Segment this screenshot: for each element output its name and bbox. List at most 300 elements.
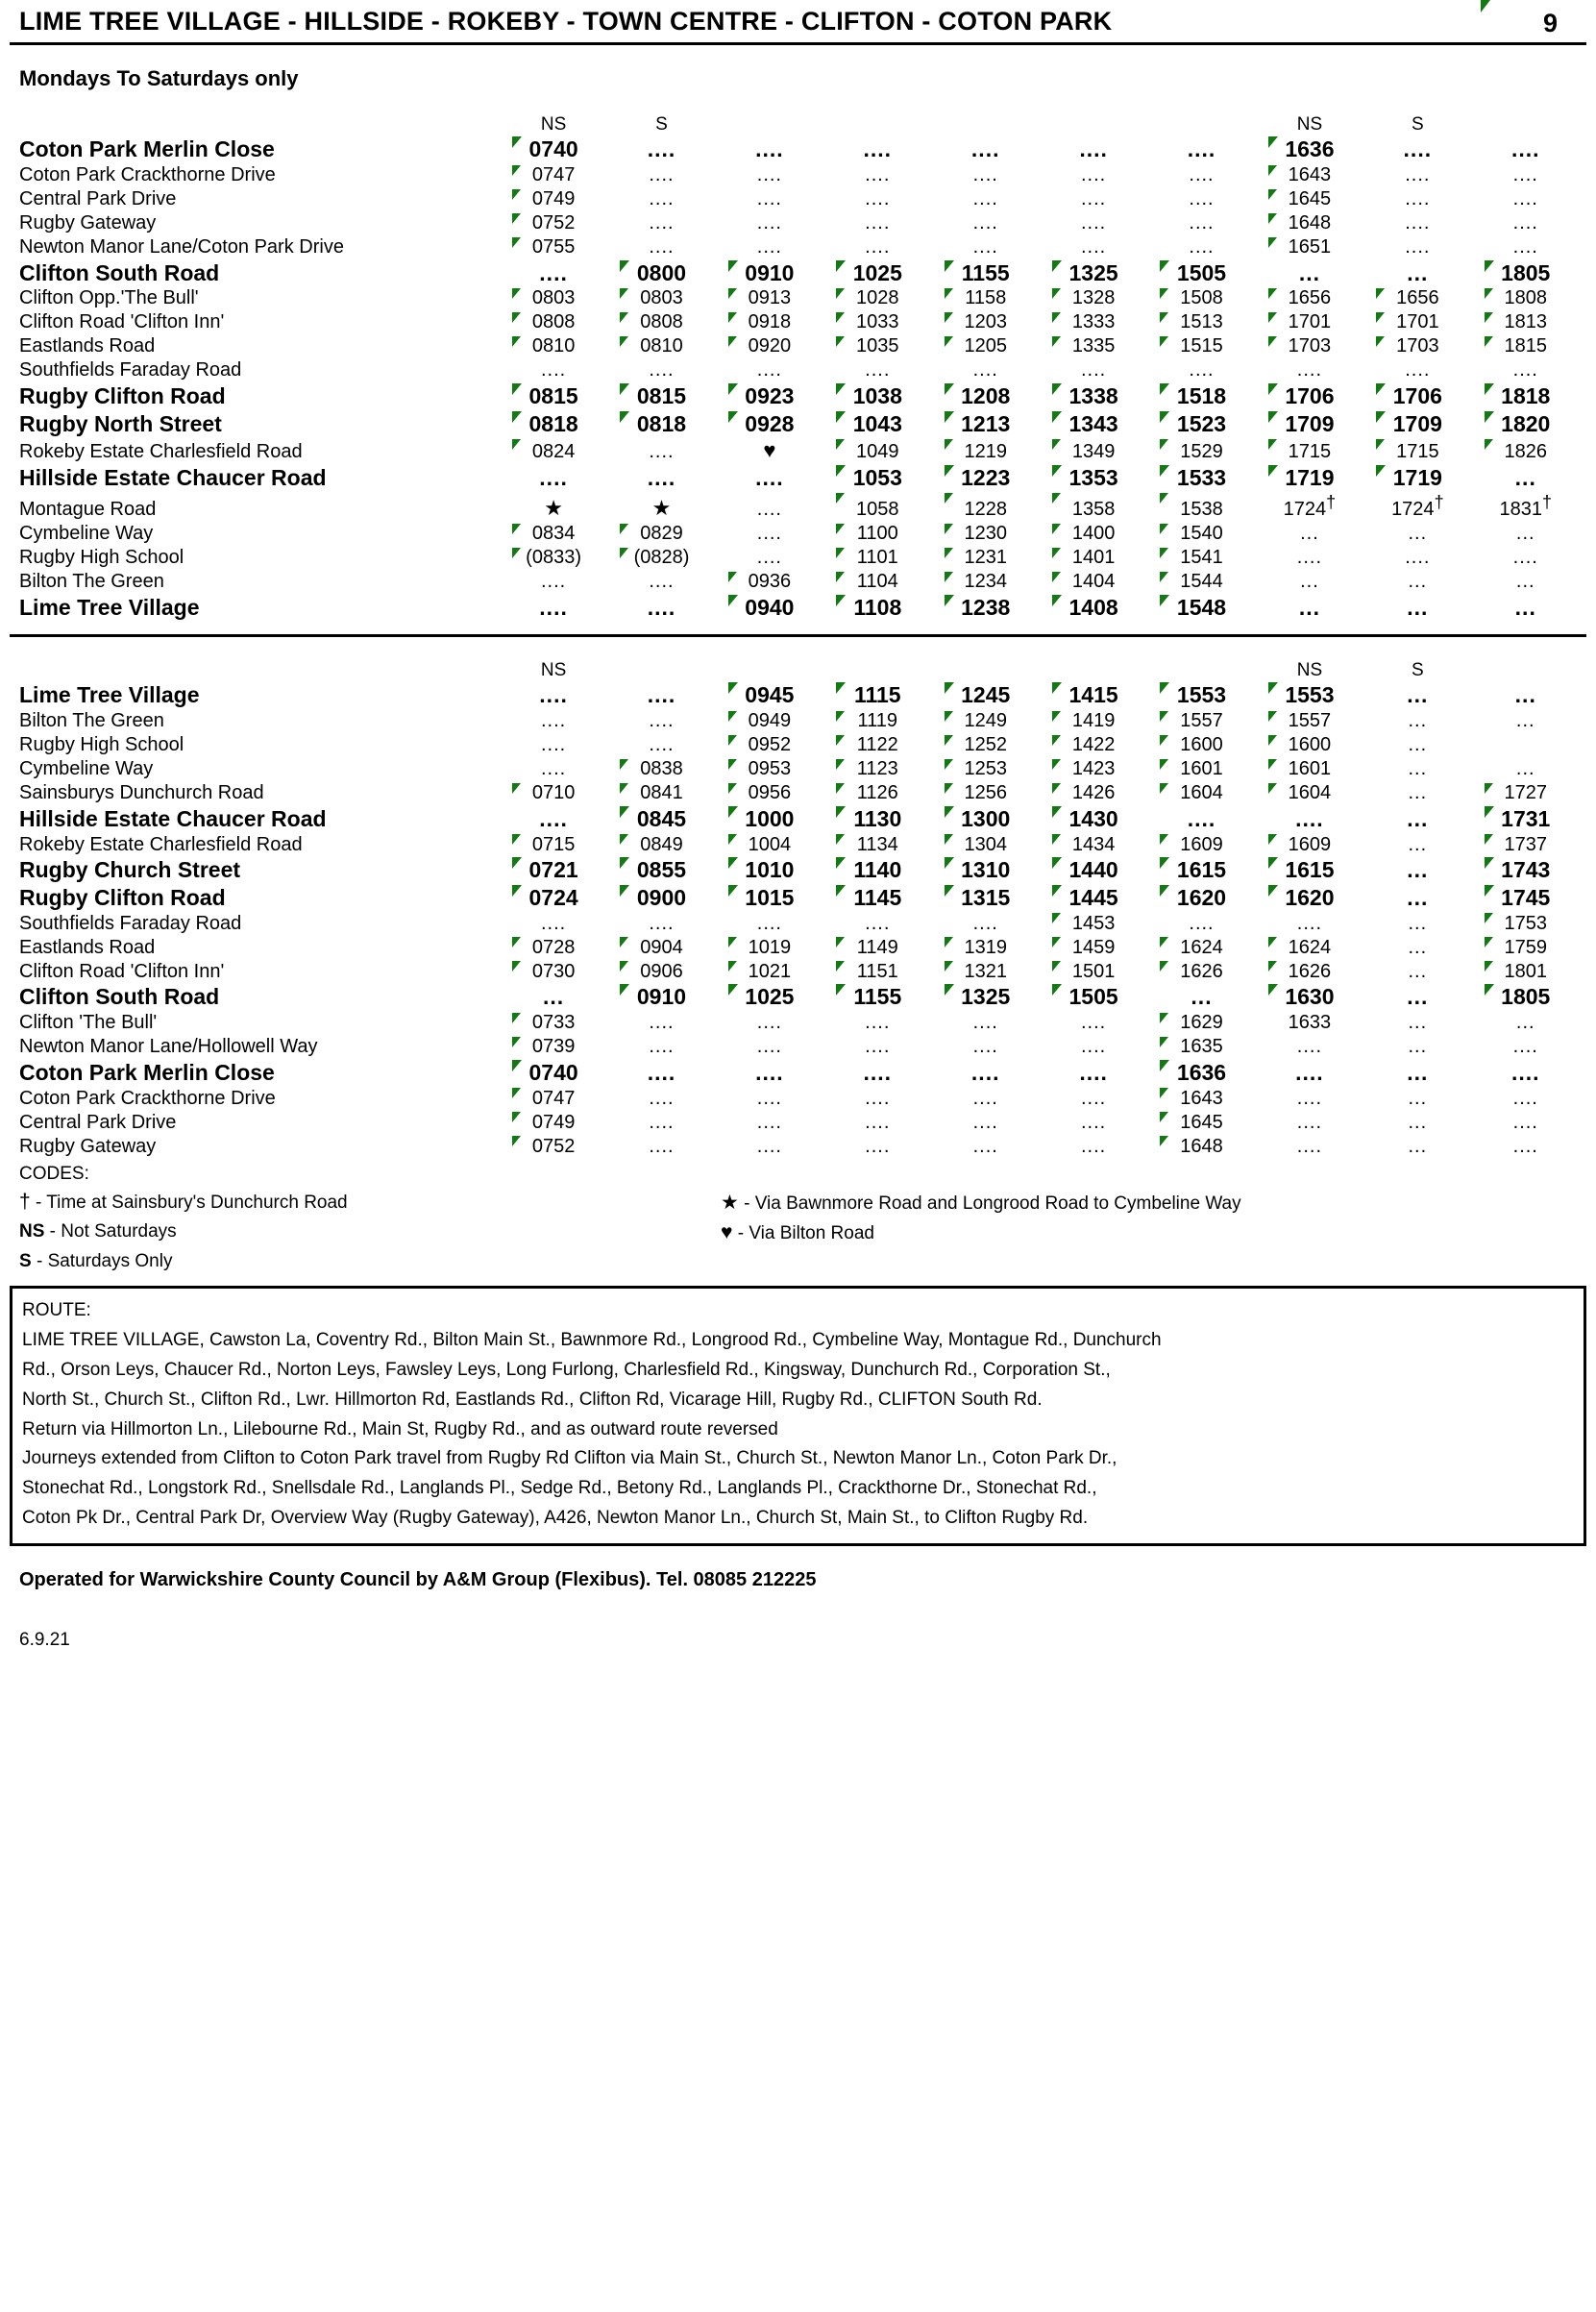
green-corner-flag-icon bbox=[728, 984, 738, 996]
time-value: 1208 bbox=[961, 383, 1011, 409]
time-cell bbox=[939, 437, 1046, 464]
time-cell bbox=[1263, 464, 1370, 492]
time-cell bbox=[506, 594, 614, 622]
green-corner-flag-icon bbox=[836, 572, 845, 582]
time-value: 1609 bbox=[1180, 833, 1223, 855]
time-value: 0824 bbox=[531, 441, 576, 463]
green-corner-flag-icon bbox=[945, 260, 954, 272]
green-corner-flag-icon bbox=[836, 548, 845, 558]
time-cell bbox=[1154, 235, 1262, 259]
time-value: 1126 bbox=[856, 782, 898, 804]
table-row bbox=[10, 437, 1586, 464]
time-cell bbox=[1154, 856, 1262, 884]
time-value: .... bbox=[1296, 1036, 1323, 1058]
time-value: ... bbox=[1515, 1012, 1535, 1034]
time-cell bbox=[830, 358, 938, 382]
time-cell bbox=[1046, 781, 1154, 805]
time-cell bbox=[614, 522, 722, 546]
time-value: 1645 bbox=[1288, 187, 1332, 209]
green-corner-flag-icon bbox=[728, 336, 737, 347]
time-cell bbox=[939, 235, 1046, 259]
time-value: 1724† bbox=[1283, 492, 1337, 521]
stop-name: Lime Tree Village bbox=[19, 682, 200, 708]
time-cell bbox=[1046, 235, 1154, 259]
code-entry bbox=[19, 1191, 721, 1215]
time-cell bbox=[1154, 464, 1262, 492]
green-corner-flag-icon bbox=[1376, 465, 1386, 477]
green-corner-flag-icon bbox=[836, 595, 846, 606]
green-corner-flag-icon bbox=[512, 1112, 521, 1122]
green-corner-flag-icon bbox=[1485, 834, 1493, 845]
time-value: .... bbox=[1512, 1111, 1538, 1133]
green-corner-flag-icon bbox=[1268, 439, 1277, 450]
time-value: .... bbox=[540, 912, 567, 934]
time-value: 1035 bbox=[856, 335, 899, 357]
table-row bbox=[10, 1110, 1586, 1134]
time-value: 1643 bbox=[1288, 163, 1332, 185]
time-cell bbox=[723, 884, 830, 912]
time-cell bbox=[723, 187, 830, 211]
time-value: 1245 bbox=[961, 682, 1011, 708]
time-value: .... bbox=[972, 187, 998, 209]
time-cell bbox=[723, 163, 830, 187]
time-cell bbox=[1154, 437, 1262, 464]
green-corner-flag-icon bbox=[836, 260, 846, 272]
time-cell bbox=[1479, 983, 1586, 1011]
time-cell bbox=[939, 884, 1046, 912]
time-value: ... bbox=[1407, 984, 1429, 1010]
time-cell bbox=[1479, 935, 1586, 959]
time-cell bbox=[1046, 163, 1154, 187]
time-cell bbox=[1370, 546, 1478, 570]
time-value: ... bbox=[1407, 857, 1429, 883]
code-entry bbox=[19, 1251, 721, 1272]
time-value: .... bbox=[865, 235, 891, 258]
time-cell bbox=[1046, 709, 1154, 733]
time-cell bbox=[939, 1035, 1046, 1059]
time-value: 1213 bbox=[961, 410, 1011, 436]
time-value: 1820 bbox=[1501, 410, 1551, 436]
time-value: ... bbox=[1408, 710, 1428, 732]
time-cell bbox=[723, 594, 830, 622]
stop-name: Clifton Opp.'The Bull' bbox=[19, 287, 199, 309]
time-cell bbox=[830, 546, 938, 570]
table-row bbox=[10, 286, 1586, 310]
time-cell bbox=[939, 546, 1046, 570]
table-row bbox=[10, 464, 1586, 492]
time-cell bbox=[1046, 334, 1154, 358]
time-value: .... bbox=[756, 1135, 782, 1157]
table-row bbox=[10, 983, 1586, 1011]
time-value: 1515 bbox=[1180, 335, 1223, 357]
time-cell bbox=[723, 382, 830, 410]
time-cell bbox=[1046, 522, 1154, 546]
time-value: .... bbox=[865, 1036, 891, 1058]
green-corner-flag-icon bbox=[1268, 783, 1277, 794]
time-value: .... bbox=[1080, 1036, 1107, 1058]
time-cell bbox=[939, 334, 1046, 358]
time-cell bbox=[1263, 187, 1370, 211]
time-value: 0752 bbox=[531, 1135, 576, 1157]
time-value: 0724 bbox=[528, 884, 578, 910]
time-cell bbox=[1263, 163, 1370, 187]
time-value: 1249 bbox=[964, 710, 1007, 732]
stop-name: Southfields Faraday Road bbox=[19, 912, 242, 934]
time-cell bbox=[830, 884, 938, 912]
time-cell bbox=[723, 491, 830, 521]
time-cell bbox=[723, 805, 830, 833]
green-corner-flag-icon bbox=[512, 937, 521, 947]
time-cell bbox=[723, 310, 830, 334]
time-value: 1831† bbox=[1499, 492, 1553, 521]
time-value: .... bbox=[865, 211, 891, 234]
time-cell bbox=[1479, 884, 1586, 912]
table-row bbox=[10, 757, 1586, 781]
time-cell bbox=[830, 1110, 938, 1134]
time-value: ... bbox=[1407, 884, 1429, 910]
time-cell bbox=[939, 959, 1046, 983]
time-cell bbox=[939, 709, 1046, 733]
time-value: 0747 bbox=[531, 1087, 576, 1109]
time-value: 1548 bbox=[1176, 594, 1227, 620]
time-value: .... bbox=[755, 136, 784, 161]
time-value: .... bbox=[649, 571, 675, 593]
time-cell bbox=[1263, 570, 1370, 594]
time-value: .... bbox=[649, 1111, 675, 1133]
time-cell bbox=[1046, 757, 1154, 781]
time-cell bbox=[939, 259, 1046, 287]
time-cell bbox=[1479, 832, 1586, 856]
time-value: 1719 bbox=[1285, 464, 1335, 490]
green-corner-flag-icon bbox=[620, 524, 628, 534]
time-value: .... bbox=[1512, 1036, 1538, 1058]
time-value: .... bbox=[1080, 1012, 1107, 1034]
time-value: 1219 bbox=[964, 441, 1007, 463]
time-cell bbox=[614, 1059, 722, 1087]
table-row bbox=[10, 334, 1586, 358]
time-cell bbox=[1370, 959, 1478, 983]
time-value: 1518 bbox=[1176, 383, 1227, 409]
timetable-outbound bbox=[10, 105, 1586, 621]
time-cell bbox=[1479, 235, 1586, 259]
time-value: .... bbox=[1296, 912, 1323, 934]
table-row bbox=[10, 187, 1586, 211]
green-corner-flag-icon bbox=[945, 961, 953, 972]
time-cell bbox=[506, 983, 614, 1011]
time-value: .... bbox=[649, 211, 675, 234]
table-row bbox=[10, 382, 1586, 410]
time-value: 1805 bbox=[1501, 984, 1551, 1010]
time-value: 1028 bbox=[856, 287, 899, 309]
green-corner-flag-icon bbox=[620, 548, 628, 558]
time-cell bbox=[939, 1059, 1046, 1087]
time-value: 1325 bbox=[1068, 259, 1118, 285]
time-cell bbox=[1370, 570, 1478, 594]
column-header-s: S bbox=[1411, 114, 1424, 135]
stop-name: Rugby High School bbox=[19, 547, 184, 569]
time-cell bbox=[1154, 358, 1262, 382]
time-cell bbox=[939, 382, 1046, 410]
time-value: 0740 bbox=[528, 1059, 578, 1085]
green-corner-flag-icon bbox=[1160, 260, 1169, 272]
time-value: 0739 bbox=[531, 1036, 576, 1058]
time-value: .... bbox=[756, 547, 782, 569]
time-value: 1130 bbox=[853, 805, 902, 831]
green-corner-flag-icon bbox=[1052, 336, 1061, 347]
time-cell bbox=[614, 733, 722, 757]
column-header-ns: NS bbox=[540, 114, 567, 135]
time-value: .... bbox=[1405, 359, 1431, 381]
time-cell bbox=[1154, 135, 1262, 163]
time-cell bbox=[1370, 1086, 1478, 1110]
time-cell bbox=[1370, 382, 1478, 410]
time-cell bbox=[614, 757, 722, 781]
stop-name: Central Park Drive bbox=[19, 187, 177, 209]
time-cell bbox=[1479, 464, 1586, 492]
time-cell bbox=[723, 832, 830, 856]
time-cell bbox=[830, 709, 938, 733]
time-value: .... bbox=[970, 136, 1000, 161]
time-cell bbox=[1370, 135, 1478, 163]
green-corner-flag-icon bbox=[512, 548, 521, 558]
green-corner-flag-icon bbox=[1485, 984, 1494, 996]
time-cell bbox=[614, 187, 722, 211]
time-cell bbox=[830, 832, 938, 856]
green-corner-flag-icon bbox=[836, 493, 845, 504]
green-corner-flag-icon bbox=[1485, 260, 1494, 272]
time-value: .... bbox=[865, 187, 891, 209]
time-value: .... bbox=[865, 1135, 891, 1157]
time-value: 1648 bbox=[1288, 211, 1332, 234]
time-cell bbox=[1263, 286, 1370, 310]
stop-name: Newton Manor Lane/Coton Park Drive bbox=[19, 235, 344, 258]
time-cell bbox=[1479, 546, 1586, 570]
time-cell bbox=[723, 259, 830, 287]
time-cell bbox=[939, 1011, 1046, 1035]
green-corner-flag-icon bbox=[512, 1136, 521, 1146]
time-value: 0910 bbox=[636, 984, 687, 1010]
time-cell bbox=[1479, 856, 1586, 884]
time-cell bbox=[1479, 570, 1586, 594]
time-value: .... bbox=[865, 359, 891, 381]
time-cell bbox=[506, 310, 614, 334]
time-value: ... bbox=[1300, 571, 1319, 593]
time-value: 0740 bbox=[528, 136, 578, 161]
stop-name: Montague Road bbox=[19, 499, 157, 521]
time-cell bbox=[1154, 805, 1262, 833]
green-corner-flag-icon bbox=[836, 711, 845, 722]
green-corner-flag-icon bbox=[836, 783, 845, 794]
code-text: - Time at Sainsbury's Dunchurch Road bbox=[30, 1193, 348, 1214]
time-value: 0803 bbox=[531, 287, 576, 309]
time-cell bbox=[1154, 1011, 1262, 1035]
stop-name: Central Park Drive bbox=[19, 1111, 177, 1133]
code-symbol: NS bbox=[19, 1221, 45, 1242]
time-cell bbox=[1370, 781, 1478, 805]
time-value: 1459 bbox=[1071, 936, 1116, 958]
time-cell bbox=[1154, 491, 1262, 521]
green-corner-flag-icon bbox=[1268, 237, 1277, 248]
time-value: .... bbox=[865, 163, 891, 185]
green-corner-flag-icon bbox=[1052, 857, 1062, 869]
green-corner-flag-icon bbox=[945, 465, 954, 477]
column-header-row bbox=[10, 651, 1586, 681]
time-value: 1701 bbox=[1288, 311, 1332, 333]
column-header-blank bbox=[723, 651, 830, 681]
time-cell bbox=[1370, 884, 1478, 912]
time-cell bbox=[506, 856, 614, 884]
time-value: 1321 bbox=[964, 960, 1007, 982]
route-title: ROUTE: bbox=[22, 1300, 91, 1321]
green-corner-flag-icon bbox=[728, 260, 738, 272]
green-corner-flag-icon bbox=[1485, 937, 1493, 947]
time-cell bbox=[1046, 259, 1154, 287]
time-value: 1553 bbox=[1176, 682, 1227, 708]
time-value: 0949 bbox=[748, 710, 792, 732]
time-value: 1753 bbox=[1504, 912, 1548, 934]
code-entry bbox=[721, 1221, 1586, 1244]
time-value: .... bbox=[1080, 359, 1107, 381]
green-corner-flag-icon bbox=[728, 759, 737, 770]
time-cell bbox=[506, 884, 614, 912]
time-cell bbox=[614, 163, 722, 187]
time-cell bbox=[1263, 805, 1370, 833]
green-corner-flag-icon bbox=[1052, 937, 1061, 947]
time-value: ... bbox=[1408, 833, 1428, 855]
time-cell bbox=[1154, 410, 1262, 438]
green-corner-flag-icon bbox=[945, 493, 953, 504]
stop-name: Cymbeline Way bbox=[19, 523, 154, 545]
time-cell bbox=[506, 382, 614, 410]
time-value: 0841 bbox=[640, 782, 683, 804]
time-value: 0721 bbox=[528, 857, 578, 883]
green-corner-flag-icon bbox=[1160, 1037, 1168, 1047]
time-value: 1419 bbox=[1071, 710, 1116, 732]
time-value: 1353 bbox=[1068, 464, 1118, 490]
green-corner-flag-icon bbox=[1052, 411, 1062, 423]
stop-name: Eastlands Road bbox=[19, 335, 156, 357]
green-corner-flag-icon bbox=[1052, 493, 1061, 504]
time-cell bbox=[1263, 594, 1370, 622]
time-value: 1540 bbox=[1180, 523, 1223, 545]
green-corner-flag-icon bbox=[1160, 336, 1168, 347]
time-value: 0936 bbox=[748, 571, 792, 593]
green-corner-flag-icon bbox=[728, 312, 737, 323]
time-cell bbox=[830, 1134, 938, 1158]
green-corner-flag-icon bbox=[1485, 411, 1494, 423]
time-value: 0710 bbox=[531, 782, 576, 804]
stop-name: Clifton Road 'Clifton Inn' bbox=[19, 960, 225, 982]
time-value: 1223 bbox=[961, 464, 1011, 490]
time-value: 1140 bbox=[853, 857, 902, 883]
green-corner-flag-icon bbox=[945, 572, 953, 582]
table-row bbox=[10, 358, 1586, 382]
time-cell bbox=[506, 805, 614, 833]
time-value: .... bbox=[756, 1012, 782, 1034]
time-value: ... bbox=[1298, 594, 1320, 620]
code-entry bbox=[721, 1191, 1586, 1215]
green-corner-flag-icon bbox=[512, 383, 522, 395]
time-cell bbox=[614, 1035, 722, 1059]
time-value: 0855 bbox=[636, 857, 687, 883]
time-value: 1600 bbox=[1180, 734, 1223, 756]
green-corner-flag-icon bbox=[945, 312, 953, 323]
time-value: ... bbox=[1407, 1059, 1429, 1085]
time-cell bbox=[614, 211, 722, 235]
green-corner-flag-icon bbox=[945, 806, 954, 818]
table-row bbox=[10, 211, 1586, 235]
time-cell bbox=[614, 1086, 722, 1110]
green-corner-flag-icon bbox=[945, 595, 954, 606]
time-value: 0956 bbox=[748, 782, 792, 804]
stop-name: Rugby Clifton Road bbox=[19, 383, 226, 409]
green-corner-flag-icon bbox=[512, 1088, 521, 1098]
time-value: 1815 bbox=[1504, 335, 1548, 357]
time-cell bbox=[1479, 437, 1586, 464]
green-corner-flag-icon bbox=[945, 288, 953, 299]
table-row bbox=[10, 1086, 1586, 1110]
table-row bbox=[10, 856, 1586, 884]
time-cell bbox=[1479, 805, 1586, 833]
time-cell bbox=[1479, 1011, 1586, 1035]
green-corner-flag-icon bbox=[512, 165, 521, 176]
time-value: ... bbox=[1515, 571, 1535, 593]
time-cell bbox=[939, 1110, 1046, 1134]
time-cell bbox=[1479, 187, 1586, 211]
green-corner-flag-icon bbox=[1160, 937, 1168, 947]
time-value: 1058 bbox=[856, 499, 899, 521]
time-cell bbox=[1370, 437, 1478, 464]
time-cell bbox=[506, 781, 614, 805]
dagger-icon: † bbox=[1542, 492, 1553, 512]
time-value: 1304 bbox=[964, 833, 1007, 855]
time-cell bbox=[723, 286, 830, 310]
time-cell bbox=[723, 911, 830, 935]
time-cell bbox=[1479, 757, 1586, 781]
green-corner-flag-icon bbox=[1160, 595, 1169, 606]
time-value: 1745 bbox=[1501, 884, 1551, 910]
code-text: - Saturdays Only bbox=[31, 1251, 173, 1272]
time-cell bbox=[830, 235, 938, 259]
code-text: - Not Saturdays bbox=[44, 1221, 177, 1242]
time-cell bbox=[830, 1011, 938, 1035]
green-corner-flag-icon bbox=[620, 961, 628, 972]
time-value: 1706 bbox=[1392, 383, 1442, 409]
time-cell bbox=[614, 983, 722, 1011]
time-cell bbox=[830, 522, 938, 546]
time-value: 1349 bbox=[1071, 441, 1116, 463]
time-cell bbox=[1370, 491, 1478, 521]
time-value: ★ bbox=[651, 496, 672, 521]
time-cell bbox=[1263, 733, 1370, 757]
route-line: Stonechat Rd., Longstork Rd., Snellsdale Rd., Langlands Pl., Sedge Rd., Betony Rd., Langlands Pl., Crackthorne Dr., Stonechat Rd., bbox=[22, 1478, 1097, 1499]
time-cell bbox=[1154, 546, 1262, 570]
time-cell bbox=[1370, 983, 1478, 1011]
time-cell bbox=[1370, 709, 1478, 733]
time-cell bbox=[1370, 1134, 1478, 1158]
time-value: .... bbox=[1512, 163, 1538, 185]
time-value: 1538 bbox=[1180, 499, 1223, 521]
time-cell bbox=[939, 832, 1046, 856]
time-value: .... bbox=[756, 1111, 782, 1133]
time-cell bbox=[1479, 163, 1586, 187]
time-value: 1501 bbox=[1071, 960, 1116, 982]
time-value: 1335 bbox=[1071, 335, 1116, 357]
time-value: 0747 bbox=[531, 163, 576, 185]
time-cell bbox=[614, 959, 722, 983]
column-header-blank bbox=[1154, 105, 1262, 135]
time-value: .... bbox=[1512, 359, 1538, 381]
